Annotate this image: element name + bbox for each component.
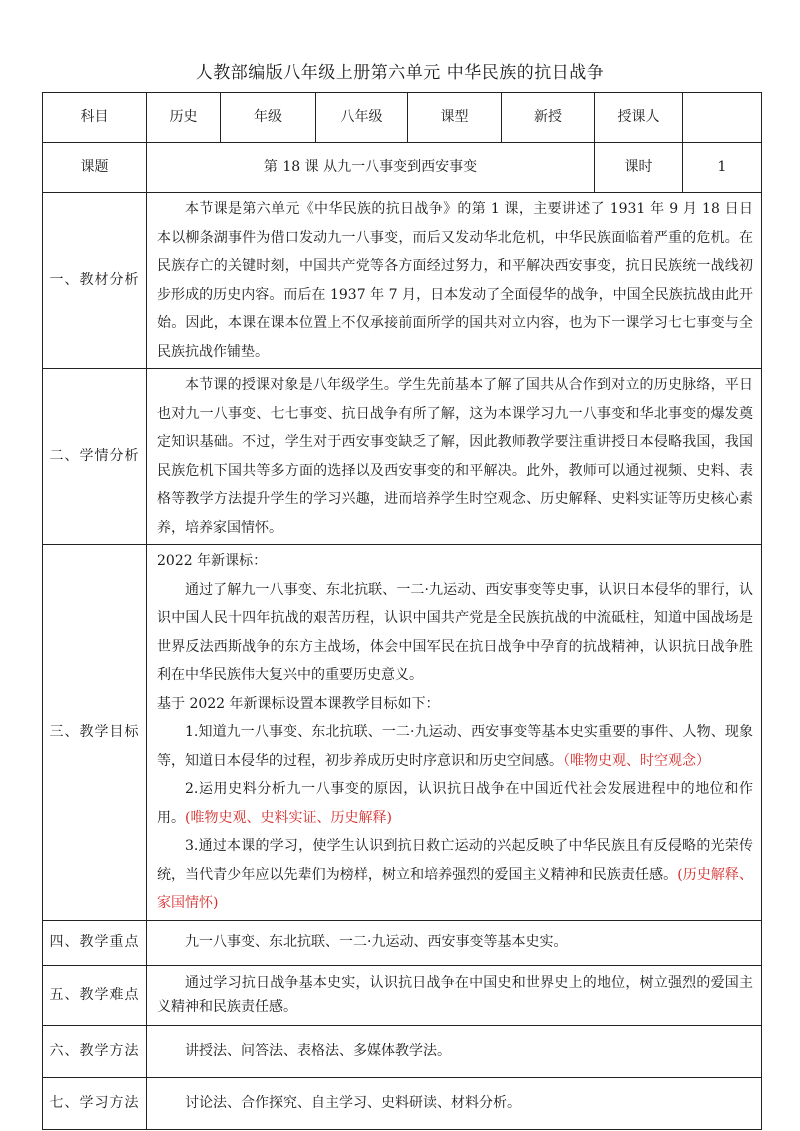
difficulties-cell [147,965,762,1025]
goal-tag: (历史解释、家国情怀) [157,866,753,911]
teacher-value [683,93,762,143]
hours-value: 1 [683,143,762,193]
difficulties-text: 通过学习抗日战争基本史实，认识抗日战争在中国史和世界史上的地位，树立强烈的爱国主义精神和民族责任感。 [157,975,753,1015]
goal-tag: （唯物史观、时空观念） [563,752,710,769]
key-points-row [43,920,762,965]
teaching-methods-label: 六、教学方法 [43,1025,147,1077]
difficulties-row [43,965,762,1025]
goal-tag: (唯物史观、史料实证、历史解释) [185,809,392,826]
goal-item [157,775,753,832]
type-value: 新授 [502,93,595,143]
student-analysis-cell [147,369,762,545]
textbook-analysis-row [43,193,762,369]
student-analysis-label: 二、学情分析 [43,369,147,545]
topic-value: 第 18 课 从九一八事变到西安事变 [147,143,595,193]
teaching-goals-row [43,545,762,921]
textbook-analysis-cell [147,193,762,369]
type-label: 课型 [408,93,502,143]
lesson-plan-table [42,92,762,1130]
goal-text: 3.通过本课的学习，使学生认识到抗日救亡运动的兴起反映了中华民族且有反侵略的光荣传统，当代青少年应以先辈们为榜样，树立和培养强烈的爱国主义精神和民族责任感。 [157,838,753,883]
teaching-methods-text: 讲授法、问答法、表格法、多媒体教学法。 [185,1042,451,1059]
key-points-text: 九一八事变、东北抗联、一二·九运动、西安事变等基本史实。 [185,934,568,951]
textbook-analysis-text: 本节课是第六单元《中华民族的抗日战争》的第 1 课，主要讲述了 1931 年 9 月 18 日日本以柳条湖事件为借口发动九一八事变，而后又发动华北危机，中华民族面临着严重的危机。在民族存亡的关键时刻，中国共产党等各方面经过努力，和平解决西安事变，抗日民族统一战线初步形成的历史内容。而后在 1937 年 7 月，日本发动了全面侵华的战争，中国全民族抗战由此开始。因此，本课在课本位置上不仅承接前面所学的国共对立内容，也为下一课学习七七事变与全民族抗战作铺垫。 [157,201,753,360]
learning-methods-cell [147,1077,762,1129]
topic-label: 课题 [43,143,147,193]
grade-value: 八年级 [316,93,408,143]
difficulties-label: 五、教学难点 [43,965,147,1025]
teacher-label: 授课人 [595,93,683,143]
grade-label: 年级 [221,93,316,143]
learning-methods-text: 讨论法、合作探究、自主学习、史料研读、材料分析。 [185,1094,521,1111]
subject-value: 历史 [147,93,221,143]
student-analysis-text: 本节课的授课对象是八年级学生。学生先前基本了解了国共从合作到对立的历史脉络，平日也对九一八事变、七七事变、抗日战争有所了解，这为本课学习九一八事变和华北事变的爆发奠定知识基础。不过，学生对于西安事变缺乏了解，因此教师教学要注重讲授日本侵略我国，我国民族危机下国共等多方面的选择以及西安事变的和平解决。此外，教师可以通过视频、史料、表格等教学方法提升学生的学习兴趣，进而培养学生时空观念、历史解释、史料实证等历史核心素养，培养家国情怀。 [157,377,753,536]
student-analysis-row [43,369,762,545]
info-row [43,93,762,143]
learning-methods-label: 七、学习方法 [43,1077,147,1129]
hours-label: 课时 [595,143,683,193]
teaching-methods-row [43,1025,762,1077]
document-title: 人教部编版八年级上册第六单元 中华民族的抗日战争 [195,63,605,83]
teaching-goals-label: 三、教学目标 [43,545,147,921]
teaching-goals-cell [147,545,762,921]
goal-text: 1.知道九一八事变、东北抗联、一二·九运动、西安事变等基本史实重要的事件、人物、现象等，知道日本侵华的过程，初步养成历史时序意识和历史空间感。 [157,724,753,769]
goals-heading: 基于 2022 年新课标设置本课教学目标如下： [157,695,440,712]
textbook-analysis-label: 一、教材分析 [43,193,147,369]
key-points-label: 四、教学重点 [43,920,147,965]
key-points-cell [147,920,762,965]
learning-methods-row [43,1077,762,1129]
goal-item [157,832,753,918]
teaching-methods-cell [147,1025,762,1077]
standard-text: 通过了解九一八事变、东北抗联、一二·九运动、西安事变等史事，认识日本侵华的罪行，认识中国人民十四年抗战的艰苦历程，认识中国共产党是全民族抗战的中流砥柱，知道中国战场是世界反法西斯战争的东方主战场，体会中国军民在抗日战争中孕育的抗战精神，认识抗日战争胜利在中华民族伟大复兴中的重要历史意义。 [157,581,753,683]
goal-text: 2.运用史料分析九一八事变的原因，认识抗日战争在中国近代社会发展进程中的地位和作用。 [157,781,753,826]
topic-row [43,143,762,193]
subject-label: 科目 [43,93,147,143]
standard-heading: 2022 年新课标： [157,553,268,569]
goal-item [157,718,753,775]
